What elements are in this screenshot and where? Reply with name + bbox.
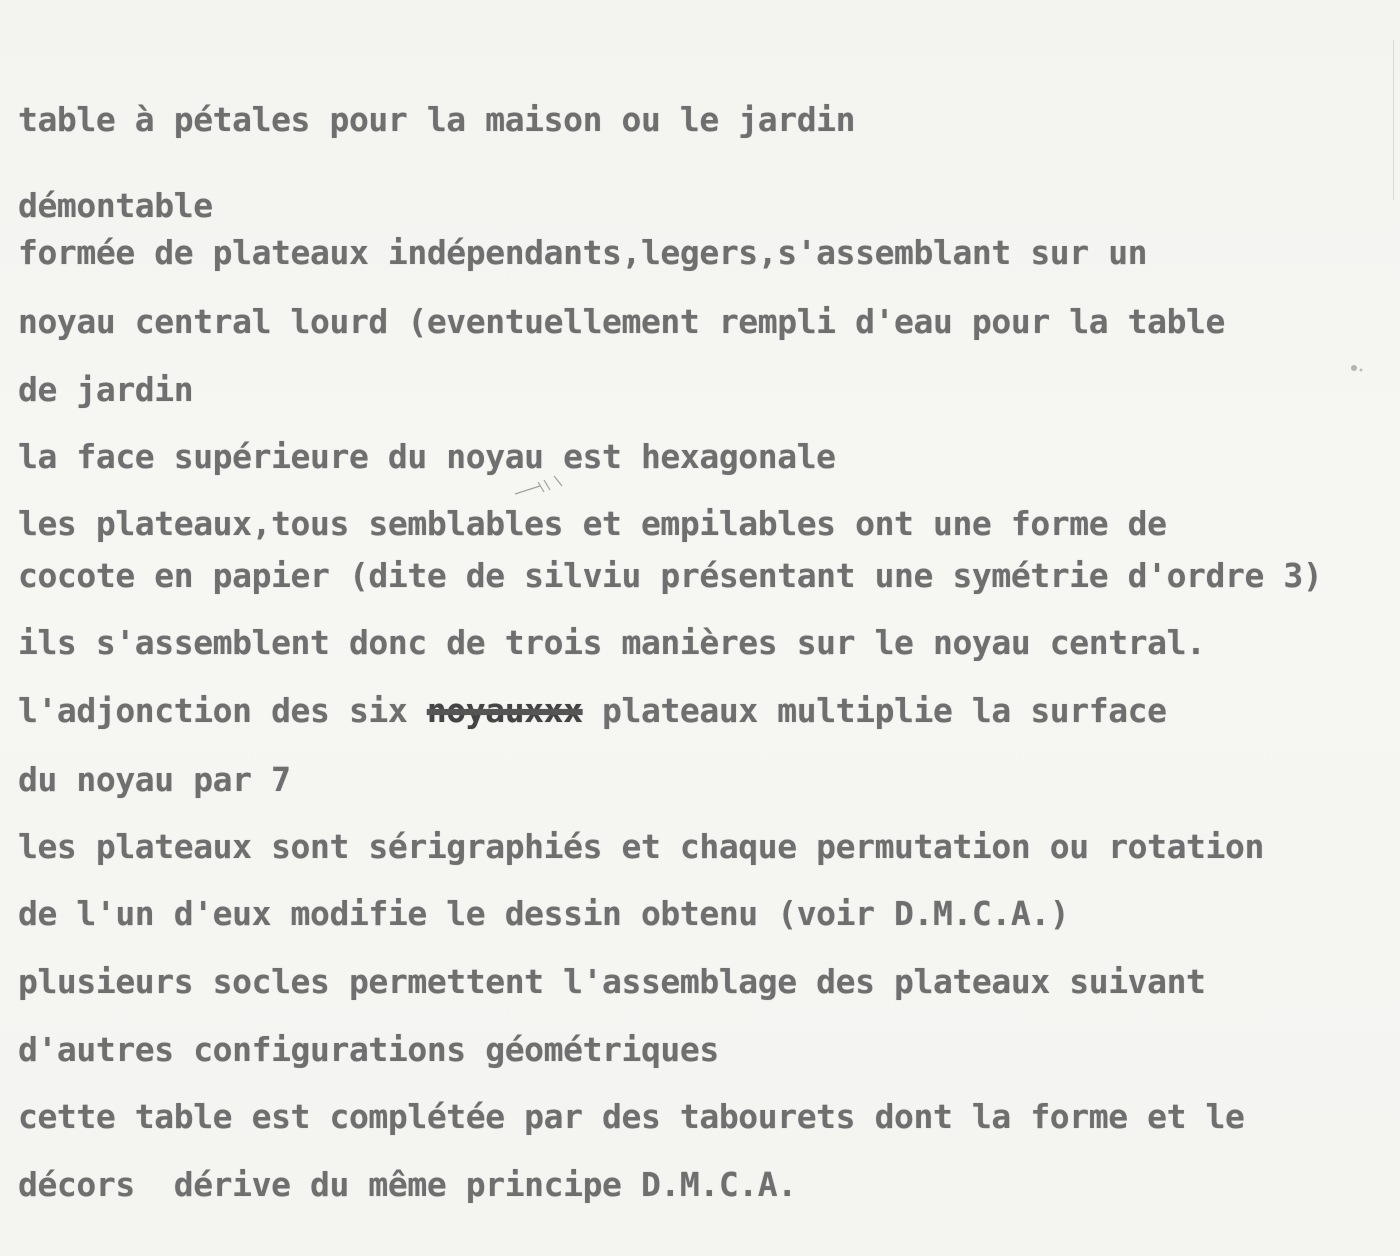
text-line-title: table à pétales pour la maison ou le jardin — [18, 100, 856, 139]
text-line: d'autres configurations géométriques — [18, 1030, 719, 1069]
text-line: les plateaux sont sérigraphiés et chaque permutation ou rotation — [18, 827, 1264, 866]
text-line: noyau central lourd (eventuellement rempli d'eau pour la table — [18, 302, 1225, 341]
ink-speck — [1344, 356, 1374, 380]
text-line: formée de plateaux indépendants,legers,s'assemblant sur un — [18, 233, 1148, 272]
text-line: les plateaux,tous semblables et empilables ont une forme de — [18, 504, 1167, 543]
text-line: démontable — [18, 186, 213, 225]
text-line: la face supérieure du noyau est hexagonale — [18, 437, 836, 476]
pencil-mark — [510, 472, 570, 502]
text-segment: l'adjonction des six — [18, 691, 408, 730]
text-line: cocote en papier (dite de silviu présentant une symétrie d'ordre 3) — [18, 556, 1323, 595]
text-line-with-strikeout — [18, 691, 1167, 731]
struck-out-word: noyauxxx — [426, 691, 583, 730]
text-line: de jardin — [18, 370, 194, 409]
text-line: plusieurs socles permettent l'assemblage des plateaux suivant — [18, 962, 1206, 1001]
text-segment: plateaux multiplie la surface — [602, 691, 1167, 730]
text-line: ils s'assemblent donc de trois manières sur le noyau central. — [18, 623, 1206, 662]
text-line: décors dérive du même principe D.M.C.A. — [18, 1165, 797, 1204]
text-line: de l'un d'eux modifie le dessin obtenu (voir D.M.C.A.) — [18, 894, 1070, 933]
text-line: du noyau par 7 — [18, 760, 291, 799]
page-edge-shadow — [1393, 40, 1394, 200]
text-line: cette table est complétée par des tabourets dont la forme et le — [18, 1097, 1245, 1136]
